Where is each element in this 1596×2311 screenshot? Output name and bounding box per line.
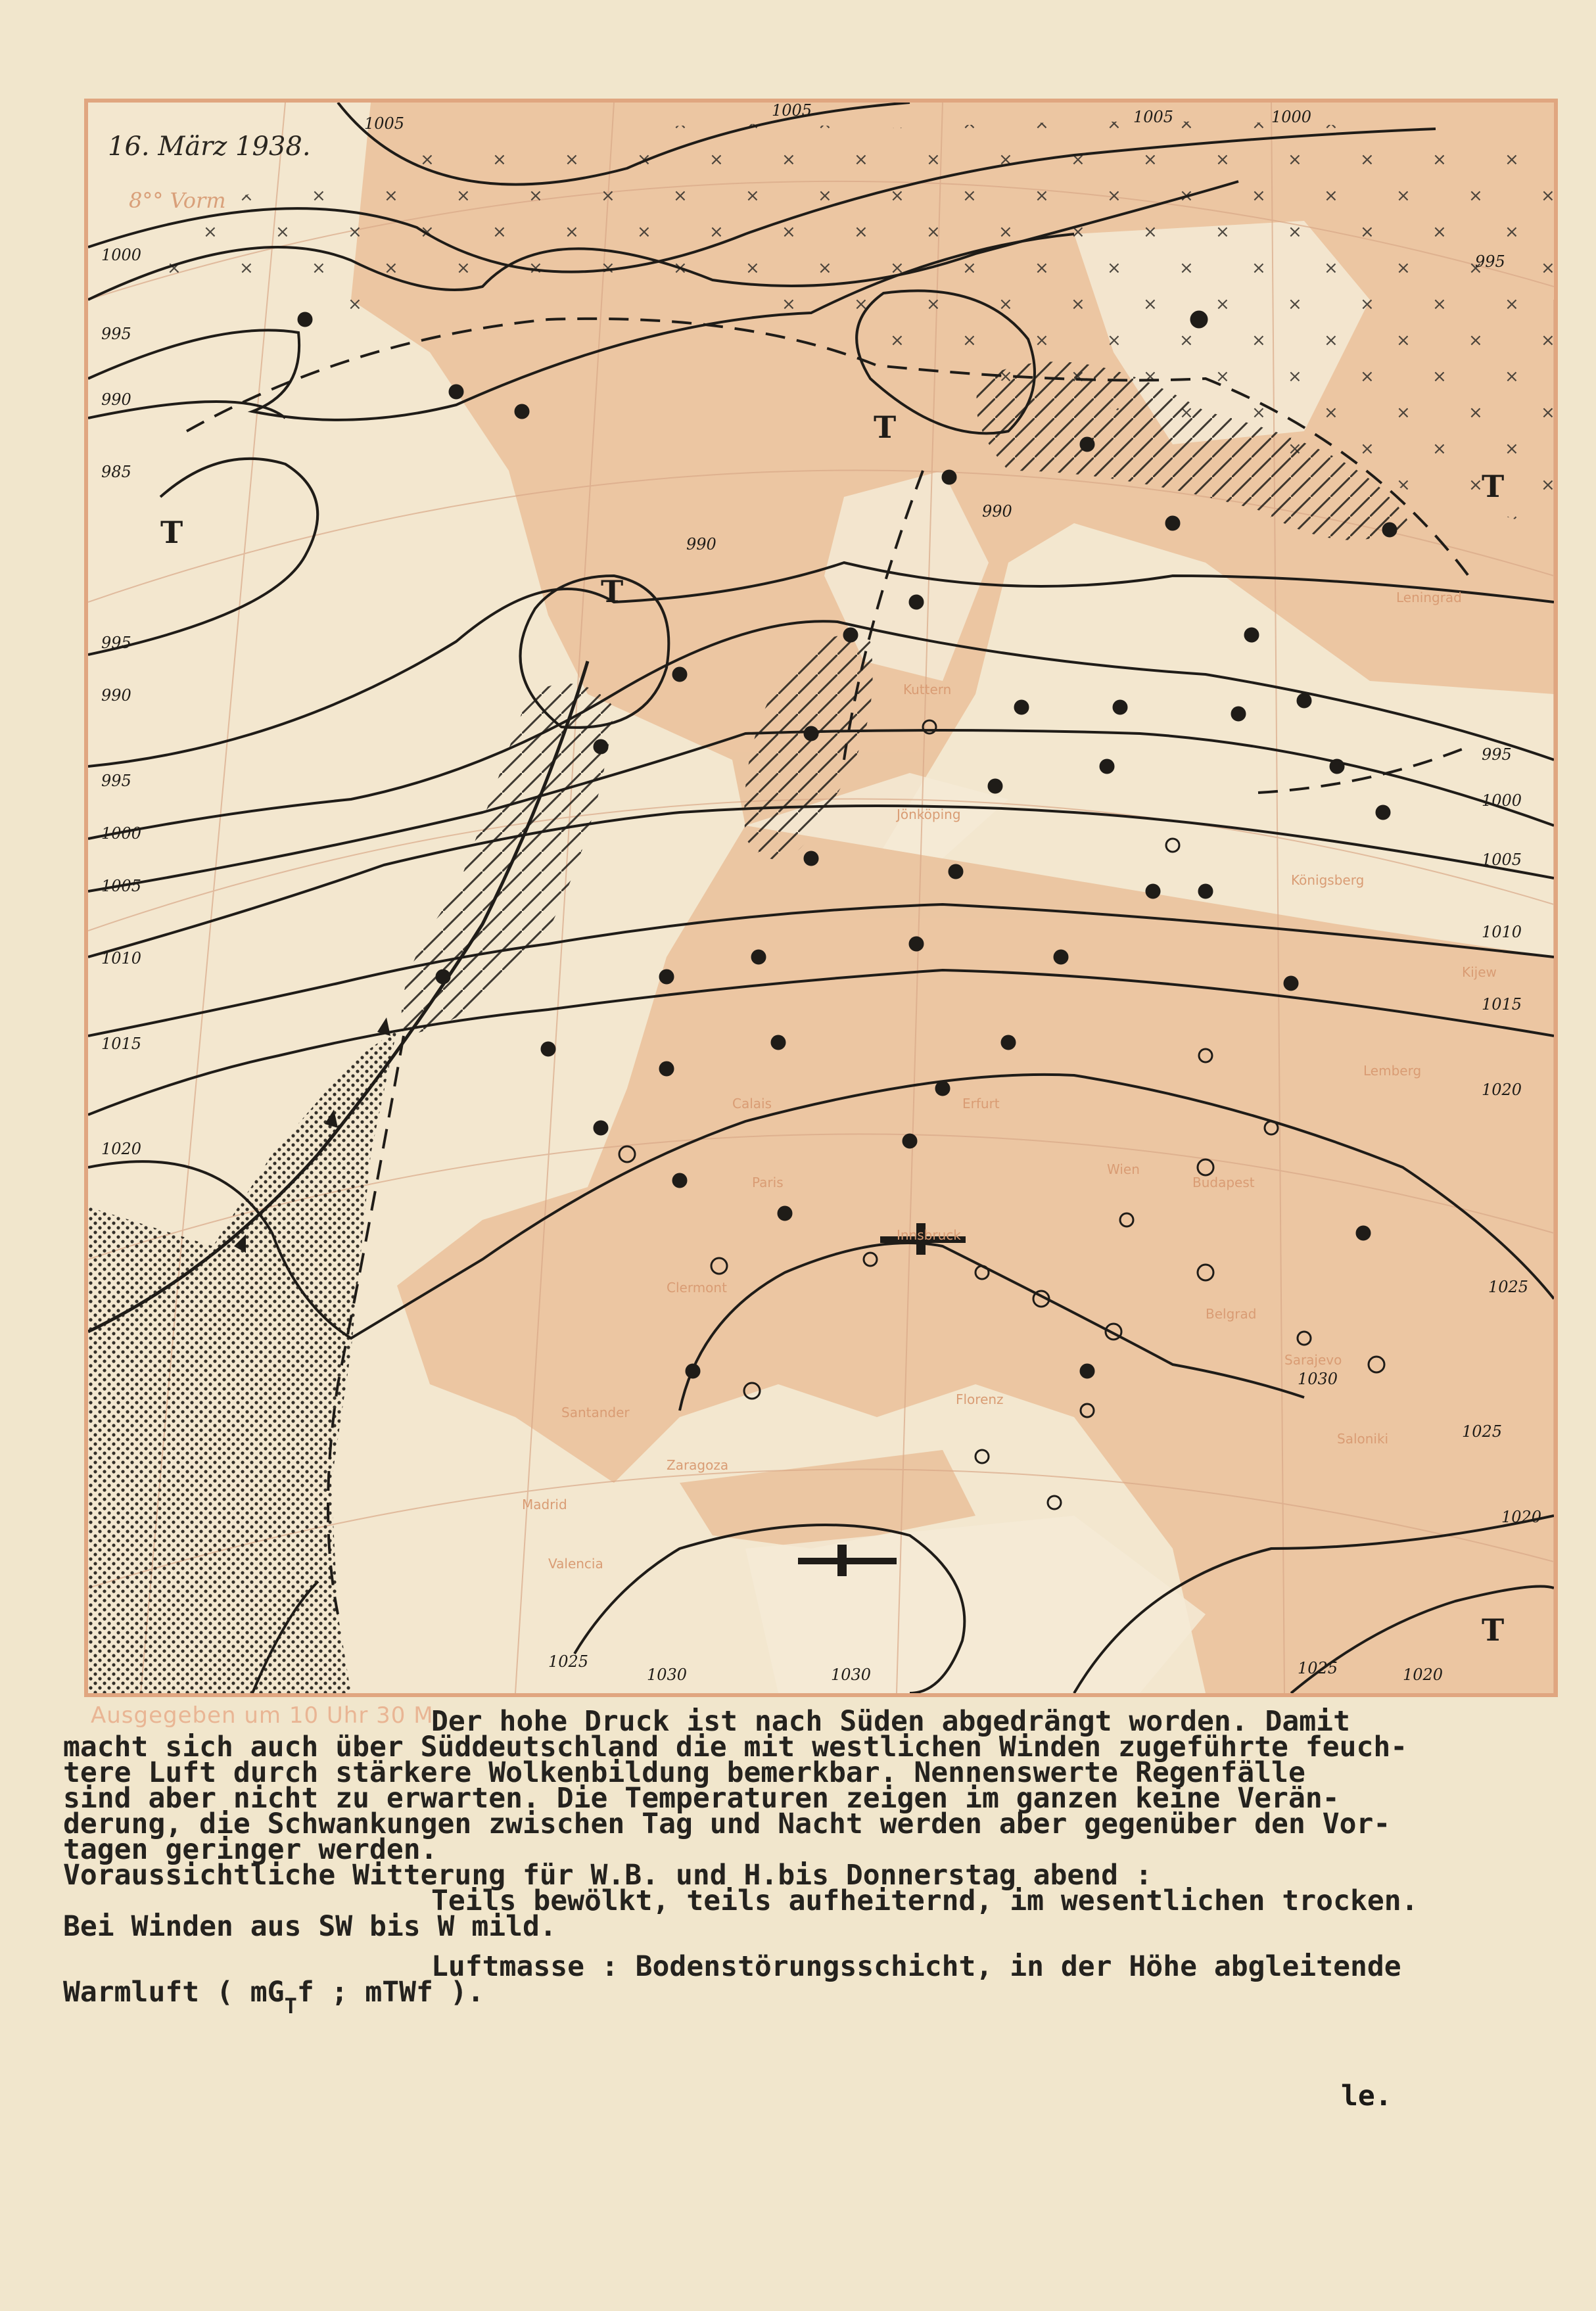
svg-text:Saloniki: Saloniki (1337, 1431, 1389, 1447)
forecast-line-4: sind aber nicht zu erwarten. Die Temperaturen zeigen im ganzen keine Verän- (63, 1782, 1340, 1815)
forecast-line-9: Teils bewölkt, teils aufheiternd, im wesentlichen trocken. (431, 1884, 1419, 1917)
svg-text:Madrid: Madrid (522, 1497, 567, 1512)
svg-text:1025: 1025 (1462, 1422, 1503, 1441)
airmass-subscript: T (284, 1994, 297, 2019)
svg-text:1000: 1000 (101, 824, 142, 843)
forecast-line-12 (63, 1976, 1562, 2019)
airmass-prefix: Warmluft ( (63, 1976, 250, 2009)
svg-text:995: 995 (101, 634, 131, 652)
svg-text:1020: 1020 (1403, 1666, 1443, 1684)
airmass-suffix: f ; mTWf ). (296, 1976, 484, 2009)
map-graphics (88, 103, 1554, 1693)
svg-text:Clermont: Clermont (667, 1280, 727, 1296)
forecast-text (63, 1705, 1562, 2019)
svg-text:1000: 1000 (1271, 108, 1312, 126)
svg-text:Paris: Paris (752, 1175, 784, 1190)
forecast-line-10: Bei Winden aus SW bis W mild. (63, 1910, 557, 1943)
svg-text:T: T (601, 574, 624, 609)
forecast-line-6: tagen geringer werden. (63, 1833, 438, 1866)
svg-text:1005: 1005 (364, 114, 405, 133)
svg-text:1000: 1000 (1482, 791, 1522, 810)
svg-text:1020: 1020 (1501, 1508, 1542, 1526)
svg-text:Kijew: Kijew (1462, 964, 1497, 980)
svg-text:995: 995 (101, 325, 131, 343)
forecast-line-3: tere Luft durch stärkere Wolkenbildung bemerkbar. Nennenswerte Regenfälle (63, 1756, 1305, 1789)
svg-text:990: 990 (101, 686, 131, 705)
svg-text:1005: 1005 (772, 103, 812, 120)
forecast-line-1: Der hohe Druck ist nach Süden abgedrängt worden. Damit (431, 1705, 1350, 1738)
svg-text:1005: 1005 (1482, 851, 1522, 869)
svg-text:1030: 1030 (1298, 1370, 1338, 1388)
svg-text:Innsbruck: Innsbruck (897, 1227, 961, 1243)
svg-text:1030: 1030 (831, 1666, 872, 1684)
svg-text:Wien: Wien (1107, 1161, 1140, 1177)
svg-text:T: T (1482, 469, 1505, 504)
svg-text:T: T (1482, 1612, 1505, 1648)
svg-text:Königsberg: Königsberg (1291, 872, 1365, 888)
svg-text:1030: 1030 (647, 1666, 688, 1684)
svg-text:T: T (160, 515, 183, 550)
forecast-line-2: macht sich auch über Süddeutschland die mit westlichen Winden zugeführte feuch- (63, 1731, 1408, 1763)
svg-text:Zaragoza: Zaragoza (667, 1457, 729, 1473)
svg-text:995: 995 (101, 772, 131, 790)
svg-text:1005: 1005 (1133, 108, 1174, 126)
svg-text:995: 995 (1482, 745, 1512, 764)
forecast-line-5: derung, die Schwankungen zwischen Tag und Nacht werden aber gegenüber den Vor- (63, 1808, 1391, 1840)
svg-text:1020: 1020 (1482, 1081, 1522, 1099)
svg-text:Sarajevo: Sarajevo (1284, 1352, 1342, 1368)
svg-text:1015: 1015 (1482, 995, 1522, 1014)
svg-text:990: 990 (982, 502, 1012, 521)
svg-text:1015: 1015 (101, 1035, 142, 1053)
svg-text:1025: 1025 (1298, 1659, 1338, 1677)
svg-text:Lemberg: Lemberg (1363, 1063, 1422, 1079)
svg-text:Leningrad: Leningrad (1396, 590, 1462, 605)
issued-stamp: Ausgegeben um 10 Uhr 30 M (91, 1702, 434, 1729)
svg-text:990: 990 (686, 535, 716, 553)
forecast-line-7: Voraussichtliche Witterung für W.B. und H.bis Donnerstag abend : (63, 1859, 1152, 1892)
svg-text:Belgrad: Belgrad (1206, 1306, 1257, 1322)
svg-text:1020: 1020 (101, 1140, 142, 1158)
svg-text:Kuttern: Kuttern (903, 682, 952, 697)
svg-text:Florenz: Florenz (956, 1391, 1004, 1407)
svg-text:995: 995 (1475, 252, 1505, 271)
svg-text:1010: 1010 (101, 949, 142, 968)
map-date: 16. März 1938. (108, 131, 311, 162)
weather-map (84, 99, 1558, 1697)
svg-text:Calais: Calais (732, 1096, 772, 1111)
svg-text:Valencia: Valencia (548, 1556, 603, 1572)
stippled-region (88, 1029, 397, 1693)
svg-text:990: 990 (101, 390, 131, 409)
forecast-line-11: Luftmasse : Bodenstörungsschicht, in der Höhe abgleitende (431, 1950, 1401, 1983)
svg-text:1010: 1010 (1482, 923, 1522, 941)
airmass-mg: mG (250, 1976, 285, 2009)
map-time: 8°° Vorm (129, 188, 226, 213)
svg-text:1005: 1005 (101, 877, 142, 895)
signature: le. (1341, 2080, 1392, 2113)
svg-text:Santander: Santander (561, 1405, 630, 1420)
svg-text:985: 985 (101, 463, 131, 481)
svg-text:1025: 1025 (1488, 1278, 1529, 1296)
svg-text:T: T (874, 409, 897, 445)
svg-text:Jönköping: Jönköping (897, 806, 961, 822)
svg-text:1025: 1025 (548, 1652, 589, 1671)
svg-text:Budapest: Budapest (1192, 1175, 1255, 1190)
svg-text:1000: 1000 (101, 246, 142, 264)
svg-text:Erfurt: Erfurt (962, 1096, 1000, 1111)
